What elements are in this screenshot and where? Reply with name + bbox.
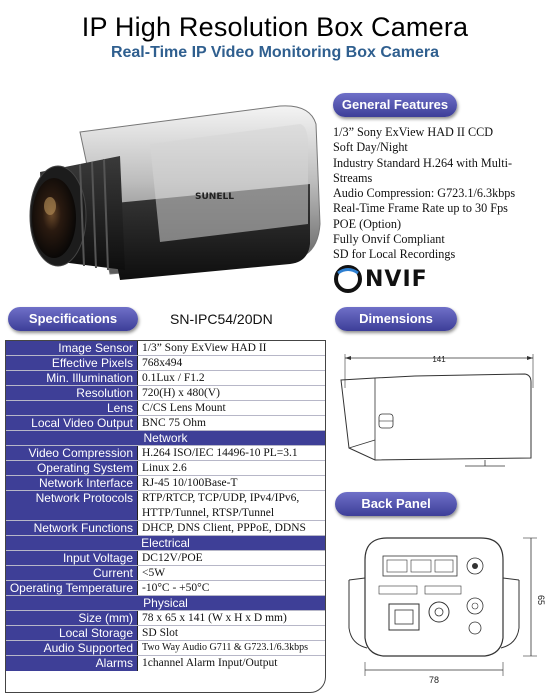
dimension-length-label: 141	[432, 355, 446, 364]
dimensions-label: Dimensions	[359, 311, 433, 326]
table-row	[6, 566, 325, 581]
brand-logo: SUNELL	[195, 192, 234, 202]
feature-list	[333, 125, 545, 263]
table-row	[6, 356, 325, 371]
section-header-physical: Physical	[6, 596, 325, 611]
row-value: Linux 2.6	[138, 461, 325, 475]
row-value: H.264 ISO/IEC 14496-10 PL=3.1	[138, 446, 325, 460]
table-row	[6, 476, 325, 491]
row-value: RJ-45 10/100Base-T	[138, 476, 325, 490]
section-header-electrical: Electrical	[6, 536, 325, 551]
row-label: Network Functions	[6, 521, 138, 535]
table-row	[6, 371, 325, 386]
specifications-label: Specifications	[28, 311, 118, 326]
back-panel-drawing	[335, 520, 547, 696]
row-value: 768x494	[138, 356, 325, 370]
onvif-o-icon	[333, 264, 363, 294]
back-panel-label: Back Panel	[361, 496, 431, 511]
feature-item: Audio Compression: G723.1/6.3kbps	[333, 186, 516, 201]
row-label: Alarms	[6, 656, 138, 671]
camera-product-image	[10, 84, 328, 302]
feature-item: SD for Local Recordings	[333, 247, 456, 262]
row-label: Resolution	[6, 386, 138, 400]
row-label: Image Sensor	[6, 341, 138, 355]
section-header-network: Network	[6, 431, 325, 446]
row-label: Operating Temperature	[6, 581, 138, 595]
back-panel-width-label: 78	[428, 675, 440, 685]
row-value: Two Way Audio G711 & G723.1/6.3kbps	[138, 641, 325, 655]
table-row	[6, 641, 325, 656]
row-label: Current	[6, 566, 138, 580]
table-row	[6, 611, 325, 626]
row-label: Input Voltage	[6, 551, 138, 565]
back-panel-tab	[335, 492, 457, 516]
table-row	[6, 491, 325, 521]
row-value: DHCP, DNS Client, PPPoE, DDNS	[138, 521, 325, 535]
feature-item: Fully Onvif Compliant	[333, 232, 445, 247]
row-value: 1/3” Sony ExView HAD II	[138, 341, 325, 355]
row-value: 78 x 65 x 141 (W x H x D mm)	[138, 611, 325, 625]
table-row	[6, 446, 325, 461]
row-value: DC12V/POE	[138, 551, 325, 565]
feature-item: Industry Standard H.264 with Multi-Streams	[333, 155, 513, 185]
row-label: Video Compression	[6, 446, 138, 460]
table-row	[6, 341, 325, 356]
row-label: Audio Supported	[6, 641, 138, 655]
feature-item: Soft Day/Night	[333, 140, 408, 155]
row-value: 1channel Alarm Input/Output	[138, 656, 325, 671]
onvif-logo	[333, 264, 428, 294]
table-row	[6, 551, 325, 566]
row-label: Effective Pixels	[6, 356, 138, 370]
row-value	[138, 491, 325, 520]
onvif-logo-text: NVIF	[365, 266, 428, 292]
back-panel-height-label: 65	[536, 594, 546, 606]
row-value: <5W	[138, 566, 325, 580]
row-value: -10°C - +50°C	[138, 581, 325, 595]
table-row	[6, 401, 325, 416]
table-row	[6, 521, 325, 536]
row-value-line: RTP/RTCP, TCP/UDP, IPv4/IPv6,	[142, 492, 300, 504]
row-value: C/CS Lens Mount	[138, 401, 325, 415]
row-label: Min. Illumination	[6, 371, 138, 385]
spec-table	[5, 340, 326, 693]
row-label: Network Interface	[6, 476, 138, 490]
row-label: Size (mm)	[6, 611, 138, 625]
general-features-label: General Features	[341, 97, 449, 112]
row-value-line: HTTP/Tunnel, RTSP/Tunnel	[142, 507, 275, 519]
row-label: Operating System	[6, 461, 138, 475]
dimensions-drawing	[335, 348, 543, 470]
dimensions-tab	[335, 307, 457, 331]
row-label: Network Protocols	[6, 491, 138, 520]
feature-item: POE (Option)	[333, 216, 402, 231]
row-label: Lens	[6, 401, 138, 415]
table-row	[6, 416, 325, 431]
row-value: BNC 75 Ohm	[138, 416, 325, 430]
model-number: SN-IPC54/20DN	[170, 311, 273, 327]
row-label: Local Video Output	[6, 416, 138, 430]
page-title: IP High Resolution Box Camera	[81, 12, 469, 42]
specifications-tab	[8, 307, 138, 331]
table-row	[6, 581, 325, 596]
table-row	[6, 386, 325, 401]
table-row	[6, 656, 325, 671]
feature-item: Real-Time Frame Rate up to 30 Fps	[333, 201, 508, 216]
row-value: 720(H) x 480(V)	[138, 386, 325, 400]
row-value: 0.1Lux / F1.2	[138, 371, 325, 385]
row-label: Local Storage	[6, 626, 138, 640]
row-value: SD Slot	[138, 626, 325, 640]
page-subtitle: Real-Time IP Video Monitoring Box Camera	[110, 44, 440, 61]
table-row	[6, 626, 325, 641]
table-row	[6, 461, 325, 476]
general-features-tab	[333, 93, 457, 117]
feature-item: 1/3” Sony ExView HAD II CCD	[333, 125, 494, 139]
